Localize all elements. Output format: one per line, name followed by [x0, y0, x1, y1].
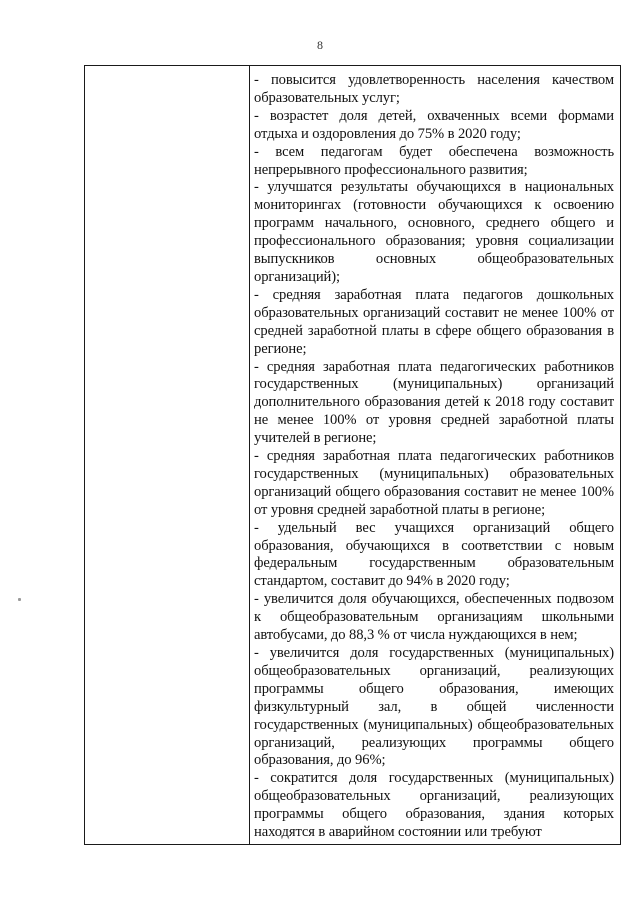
- list-item: - увеличится доля государственных (муниципальных) общеобразовательных организаций, реализующих программы общего образования, имеющих физкультурный зал, в общей численности государственных (муниципальных) общеобразовательных организаций, реализующих программы общего образования, до 96%;: [254, 645, 614, 769]
- results-list: [250, 66, 620, 842]
- left-cell: [85, 66, 250, 845]
- list-item: - всем педагогам будет обеспечена возможность непрерывного профессионального развития;: [254, 143, 614, 178]
- table-row: [85, 66, 621, 845]
- list-item: - средняя заработная плата педагогических работников государственных (муниципальных) образовательных организаций общего образования составит не менее 100% от уровня средней заработной платы в регионе;: [254, 448, 614, 518]
- list-item: - удельный вес учащихся организаций общего образования, обучающихся в соответствии с новым федеральным государственным образовательным стандартом, составит до 94% в 2020 году;: [254, 519, 614, 590]
- document-table: [84, 65, 621, 845]
- list-item: - улучшатся результаты обучающихся в национальных мониторингах (готовности обучающихся к освоению программ начального, основного, среднего общего и профессионального образования; уровня социализации выпускников основных общеобразовательных организаций);: [254, 179, 614, 285]
- list-item: - повысится удовлетворенность населения качеством образовательных услуг;: [254, 72, 614, 106]
- list-item: - увеличится доля обучающихся, обеспеченных подвозом к общеобразовательным организациям школьными автобусами, до 88,3 % от числа нуждающихся в нем;: [254, 591, 614, 644]
- list-item: - возрастет доля детей, охваченных всеми формами отдыха и оздоровления до 75% в 2020 году;: [254, 107, 614, 142]
- list-item: - сократится доля государственных (муниципальных) общеобразовательных организаций, реализующих программы общего образования, здания которых находятся в аварийном состоянии или требуют: [254, 770, 614, 841]
- margin-mark: [18, 598, 21, 601]
- right-cell: [250, 66, 621, 845]
- page-number: 8: [317, 38, 323, 52]
- list-item: - средняя заработная плата педагогических работников государственных (муниципальных) организаций дополнительного образования детей к 2018 году составит не менее 100% от уровня средней заработной платы учителей в регионе;: [254, 358, 614, 447]
- list-item: - средняя заработная плата педагогов дошкольных образовательных организаций составит не менее 100% от средней заработной платы в сфере общего образования в регионе;: [254, 286, 614, 357]
